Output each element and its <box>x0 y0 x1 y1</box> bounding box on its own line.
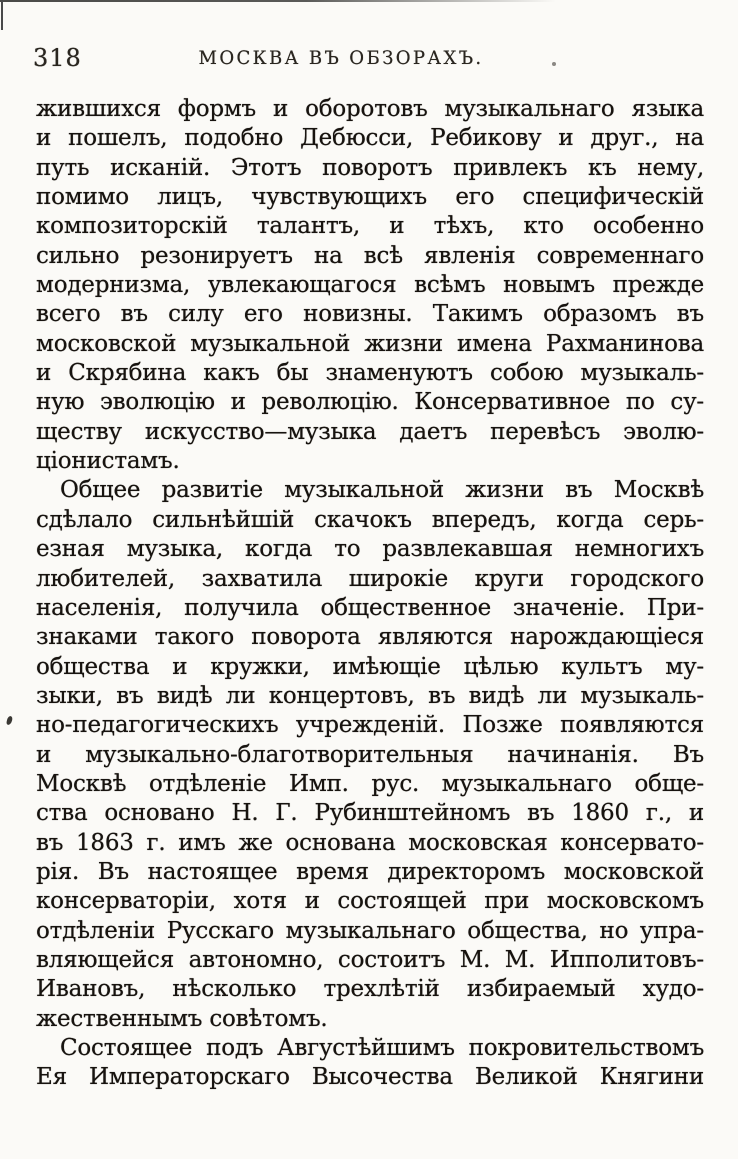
text-line-25: въ 1863 г. имъ же основана московская консервато- <box>36 829 704 856</box>
text-line-27: консерваторіи, хотя и состоящей при московскомъ <box>36 888 704 915</box>
text-line-19: общества и кружки, имѣющіе цѣлью культъ му- <box>36 653 704 680</box>
text-line-1: и пошелъ, подобно Дебюсси, Ребикову и друг., на <box>36 125 704 152</box>
running-header-title: МОСКВА ВЪ ОБЗОРАХЪ. <box>198 47 484 69</box>
text-line-26: рія. Въ настоящее время директоромъ московской <box>36 858 704 885</box>
text-line-15: езная музыка, когда то развлекавшая немногихъ <box>36 536 704 563</box>
text-line-24: ства основано Н. Г. Рубинштейномъ въ 1860 г., и <box>36 800 704 827</box>
text-line-31: жественнымъ совѣтомъ. <box>36 1005 328 1032</box>
scan-artifact-top-line <box>0 0 556 2</box>
text-line-0: жившихся формъ и оборотовъ музыкальнаго языка <box>36 96 704 122</box>
scan-artifact-margin-speck <box>6 716 13 726</box>
text-line-9: и Скрябина какъ бы знаменуютъ собою музыкаль- <box>36 360 704 387</box>
text-line-29: вляющейся автономно, состоитъ М. М. Ипполитовъ- <box>36 946 704 973</box>
text-line-12: ціонистамъ. <box>36 448 180 475</box>
text-line-2: путь исканій. Этотъ поворотъ привлекъ къ нему, <box>36 154 704 181</box>
text-line-7: всего въ силу его новизны. Такимъ образомъ въ <box>36 301 704 328</box>
text-line-5: сильно резонируетъ на всѣ явленія современнаго <box>36 242 704 269</box>
scan-artifact-header-dot <box>552 62 556 66</box>
text-line-28: отдѣленіи Русскаго музыкальнаго общества, но упра- <box>36 917 704 944</box>
text-line-16: любителей, захватила широкіе круги городского <box>36 565 704 592</box>
text-line-18: знаками такого поворота являются нарождающіеся <box>36 624 704 651</box>
text-line-3: помимо лицъ, чувствующихъ его специфическій <box>36 184 704 211</box>
text-line-22: и музыкально-благотворительныя начинанія. Въ <box>36 741 704 768</box>
text-line-21: но-педагогическихъ учрежденій. Позже появляются <box>36 712 704 739</box>
text-line-10: ную эволюцію и революцію. Консервативное по су- <box>36 389 704 416</box>
scan-artifact-corner-line <box>1 0 3 30</box>
body-text <box>36 95 704 1093</box>
page-number: 318 <box>33 44 82 72</box>
text-line-13: Общее развитіе музыкальной жизни въ Москвѣ <box>60 477 704 504</box>
text-line-17: населенія, получила общественное значеніе. При- <box>36 594 704 621</box>
text-line-8: московской музыкальной жизни имена Рахманинова <box>36 330 704 357</box>
text-line-33: Ея Императорскаго Высочества Великой Княгини <box>36 1064 704 1091</box>
text-line-30: Ивановъ, нѣсколько трехлѣтій избираемый худо- <box>36 976 704 1003</box>
text-line-11: ществу искусство—музыка даетъ перевѣсъ эволю- <box>36 418 704 445</box>
text-line-4: композиторскій талантъ, и тѣхъ, кто особенно <box>36 213 704 240</box>
text-line-14: сдѣлало сильнѣйшій скачокъ впередъ, когда серь- <box>36 506 704 533</box>
text-line-32: Состоящее подъ Августѣйшимъ покровительствомъ <box>60 1035 704 1061</box>
text-line-20: зыки, въ видѣ ли концертовъ, въ видѣ ли музыкаль- <box>36 682 704 709</box>
text-line-6: модернизма, увлекающагося всѣмъ новымъ прежде <box>36 272 704 299</box>
text-line-23: Москвѣ отдѣленіе Имп. рус. музыкальнаго обще- <box>36 770 704 797</box>
